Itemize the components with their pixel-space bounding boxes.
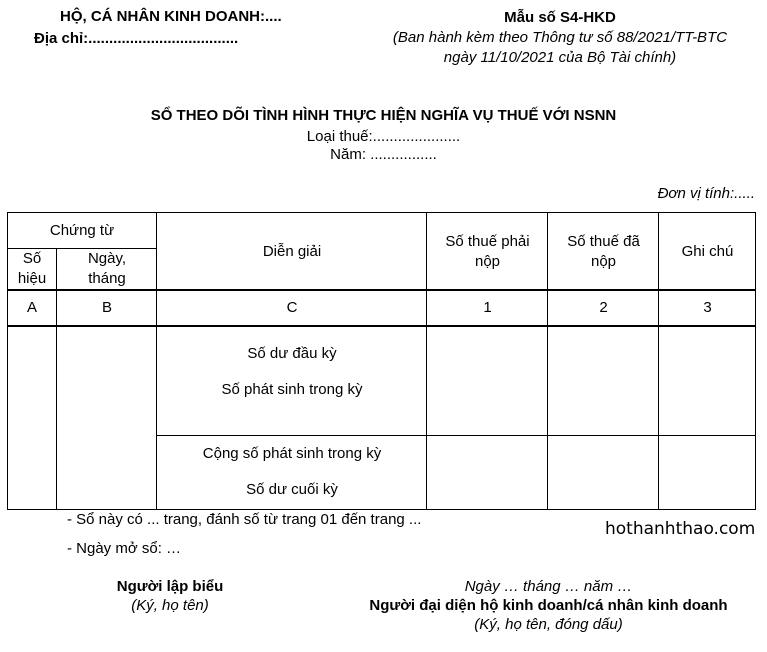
code-a: A [26, 299, 37, 316]
preparer-signature-block [60, 577, 280, 615]
representative-title: Người đại diện hộ kinh doanh/cá nhân kinh doanh [369, 597, 728, 614]
representative-instruction: (Ký, họ tên, đóng dấu) [474, 616, 623, 633]
page-title: SỔ THEO DÕI TÌNH HÌNH THỰC HIỆN NGHĨA VỤ THUẾ VỚI NSNN [150, 107, 617, 124]
code-b: B [101, 299, 112, 316]
header-voucher-number: Số hiệu [17, 250, 47, 287]
closing-balance-label: Số dư cuối kỳ [246, 481, 338, 498]
issued-line-2: ngày 11/10/2021 của Bộ Tài chính) [443, 49, 677, 66]
watermark: hothanhthao.com [605, 519, 756, 539]
header-voucher-group: Chứng từ [49, 222, 115, 239]
header-notes: Ghi chú [681, 243, 734, 260]
code-c: C [286, 299, 298, 316]
tax-type-label: Loại thuế:..................... [306, 128, 461, 145]
code-row-divider [7, 325, 756, 327]
page-count-note: - Sổ này có ... trang, đánh số từ trang 01 đến trang ... [67, 511, 422, 528]
header-tax-payable: Số thuế phải nộp [445, 233, 530, 270]
header-tax-paid: Số thuế đã nộp [567, 233, 640, 270]
unit-label: Đơn vị tính:..... [657, 185, 755, 202]
form-info [360, 8, 760, 68]
code-3: 3 [703, 299, 712, 316]
preparer-title: Người lập biểu [116, 578, 224, 595]
table-row [157, 436, 427, 508]
header-voucher-date: Ngày, tháng [87, 250, 127, 287]
header-bottom-divider [7, 289, 756, 291]
address-label: Địa chỉ:.................................... [34, 30, 239, 47]
opening-balance-label: Số dư đầu kỳ [247, 345, 337, 362]
form-number: Mẫu số S4-HKD [504, 9, 616, 26]
preparer-instruction: (Ký, họ tên) [131, 597, 209, 614]
code-1: 1 [483, 299, 492, 316]
table-border-top [7, 212, 756, 213]
total-arising-label: Cộng số phát sinh trong kỳ [202, 445, 382, 462]
code-2: 2 [599, 299, 608, 316]
table-row [157, 336, 427, 408]
year-label: Năm: ................ [330, 146, 437, 163]
table-border-bottom [7, 509, 756, 510]
business-name-label: HỘ, CÁ NHÂN KINH DOANH:.... [60, 8, 282, 25]
issued-line-1: (Ban hành kèm theo Thông tư số 88/2021/TT-BTC [392, 29, 728, 46]
period-arising-label: Số phát sinh trong kỳ [221, 381, 363, 398]
representative-signature-block [330, 577, 767, 634]
header-description: Diễn giải [262, 243, 322, 260]
open-date-note: - Ngày mở sổ: … [67, 540, 182, 557]
signature-date: Ngày … tháng … năm … [464, 578, 633, 595]
